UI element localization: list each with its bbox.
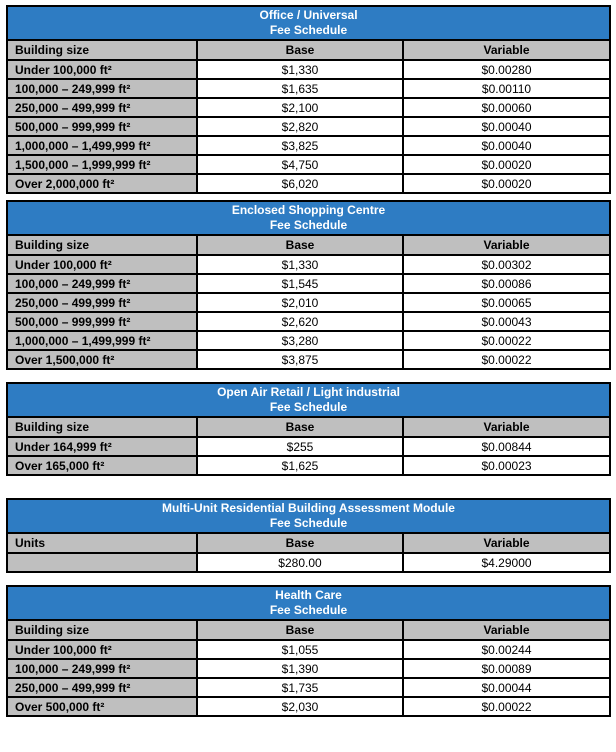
base-fee-cell: $1,055 [197,640,403,659]
fee-table-health-care [6,585,611,717]
column-header-base: Base [197,40,403,60]
base-fee-cell: $1,735 [197,678,403,697]
variable-fee-cell: $0.00089 [403,659,610,678]
column-header-building-size: Building size [7,40,197,60]
variable-fee-cell: $0.00280 [403,60,610,79]
table-title [7,499,610,533]
table-title-line2: Fee Schedule [269,23,348,37]
table-title-line2: Fee Schedule [269,218,348,232]
building-size-cell: 500,000 – 999,999 ft² [7,117,197,136]
table-row [7,136,610,155]
variable-fee-cell: $0.00844 [403,437,610,456]
base-fee-cell: $1,330 [197,60,403,79]
base-fee-cell: $1,390 [197,659,403,678]
variable-fee-cell: $0.00302 [403,255,610,274]
table-row [7,659,610,678]
table-title-line1: Multi-Unit Residential Building Assessment Module [162,501,455,515]
title-row [7,499,610,533]
base-fee-cell: $1,635 [197,79,403,98]
column-header-building-size: Building size [7,235,197,255]
table-row [7,255,610,274]
table-row [7,293,610,312]
column-header-base: Base [197,620,403,640]
table-title-line1: Open Air Retail / Light industrial [217,385,400,399]
table-title-line1: Enclosed Shopping Centre [231,203,386,217]
title-row [7,383,610,417]
table-row [7,350,610,369]
table-title [7,6,610,40]
variable-fee-cell: $0.00020 [403,155,610,174]
variable-fee-cell: $0.00086 [403,274,610,293]
building-size-cell: Over 1,500,000 ft² [7,350,197,369]
building-size-cell: 1,000,000 – 1,499,999 ft² [7,136,197,155]
building-size-cell: 100,000 – 249,999 ft² [7,274,197,293]
column-header-row [7,620,610,640]
base-fee-cell: $280.00 [197,553,403,572]
building-size-cell: 500,000 – 999,999 ft² [7,312,197,331]
variable-fee-cell: $0.00060 [403,98,610,117]
base-fee-cell: $1,625 [197,456,403,475]
column-header-base: Base [197,533,403,553]
base-fee-cell: $2,100 [197,98,403,117]
table-row [7,98,610,117]
table-title-line2: Fee Schedule [269,400,348,414]
table-row [7,60,610,79]
fee-table-open-air-retail-light-industrial [6,382,611,476]
variable-fee-cell: $0.00022 [403,350,610,369]
column-header-units: Units [7,533,197,553]
table-title [7,201,610,235]
table-row [7,155,610,174]
base-fee-cell: $255 [197,437,403,456]
table-row [7,678,610,697]
table-row [7,553,610,572]
table-title-line2: Fee Schedule [269,603,348,617]
table-row [7,331,610,350]
variable-fee-cell: $0.00023 [403,456,610,475]
column-header-base: Base [197,235,403,255]
table-row [7,117,610,136]
base-fee-cell: $6,020 [197,174,403,193]
base-fee-cell: $1,545 [197,274,403,293]
base-fee-cell: $2,030 [197,697,403,716]
base-fee-cell: $1,330 [197,255,403,274]
column-header-variable: Variable [403,40,610,60]
building-size-cell: 100,000 – 249,999 ft² [7,659,197,678]
column-header-row [7,40,610,60]
building-size-cell: Over 500,000 ft² [7,697,197,716]
column-header-variable: Variable [403,235,610,255]
building-size-cell: 250,000 – 499,999 ft² [7,98,197,117]
variable-fee-cell: $0.00020 [403,174,610,193]
base-fee-cell: $2,010 [197,293,403,312]
variable-fee-cell: $0.00022 [403,331,610,350]
column-header-building-size: Building size [7,417,197,437]
column-header-base: Base [197,417,403,437]
table-title-line1: Health Care [275,588,342,602]
title-row [7,201,610,235]
variable-fee-cell: $0.00110 [403,79,610,98]
variable-fee-cell: $0.00022 [403,697,610,716]
fee-table-office-universal [6,5,611,194]
table-row [7,79,610,98]
table-title [7,586,610,620]
column-header-variable: Variable [403,417,610,437]
table-row [7,697,610,716]
building-size-cell: Under 100,000 ft² [7,60,197,79]
base-fee-cell: $2,820 [197,117,403,136]
base-fee-cell: $4,750 [197,155,403,174]
table-row [7,437,610,456]
variable-fee-cell: $0.00044 [403,678,610,697]
building-size-cell: 250,000 – 499,999 ft² [7,293,197,312]
document-page [0,5,616,717]
units-cell [7,553,197,572]
building-size-cell: 250,000 – 499,999 ft² [7,678,197,697]
title-row [7,586,610,620]
building-size-cell: Under 100,000 ft² [7,640,197,659]
building-size-cell: Over 165,000 ft² [7,456,197,475]
base-fee-cell: $3,825 [197,136,403,155]
column-header-row [7,417,610,437]
fee-table-multi-unit-residential [6,498,611,573]
table-row [7,174,610,193]
table-title [7,383,610,417]
variable-fee-cell: $0.00065 [403,293,610,312]
variable-fee-cell: $0.00244 [403,640,610,659]
table-row [7,456,610,475]
table-row [7,640,610,659]
column-header-variable: Variable [403,620,610,640]
table-title-line2: Fee Schedule [269,516,348,530]
building-size-cell: Over 2,000,000 ft² [7,174,197,193]
title-row [7,6,610,40]
base-fee-cell: $2,620 [197,312,403,331]
base-fee-cell: $3,280 [197,331,403,350]
column-header-variable: Variable [403,533,610,553]
column-header-building-size: Building size [7,620,197,640]
building-size-cell: 1,000,000 – 1,499,999 ft² [7,331,197,350]
table-row [7,312,610,331]
table-title-line1: Office / Universal [259,8,358,22]
column-header-row [7,235,610,255]
table-row [7,274,610,293]
variable-fee-cell: $0.00040 [403,136,610,155]
building-size-cell: 100,000 – 249,999 ft² [7,79,197,98]
building-size-cell: Under 100,000 ft² [7,255,197,274]
column-header-row [7,533,610,553]
fee-table-enclosed-shopping-centre [6,200,611,370]
building-size-cell: 1,500,000 – 1,999,999 ft² [7,155,197,174]
variable-fee-cell: $0.00043 [403,312,610,331]
base-fee-cell: $3,875 [197,350,403,369]
variable-fee-cell: $4.29000 [403,553,610,572]
building-size-cell: Under 164,999 ft² [7,437,197,456]
variable-fee-cell: $0.00040 [403,117,610,136]
